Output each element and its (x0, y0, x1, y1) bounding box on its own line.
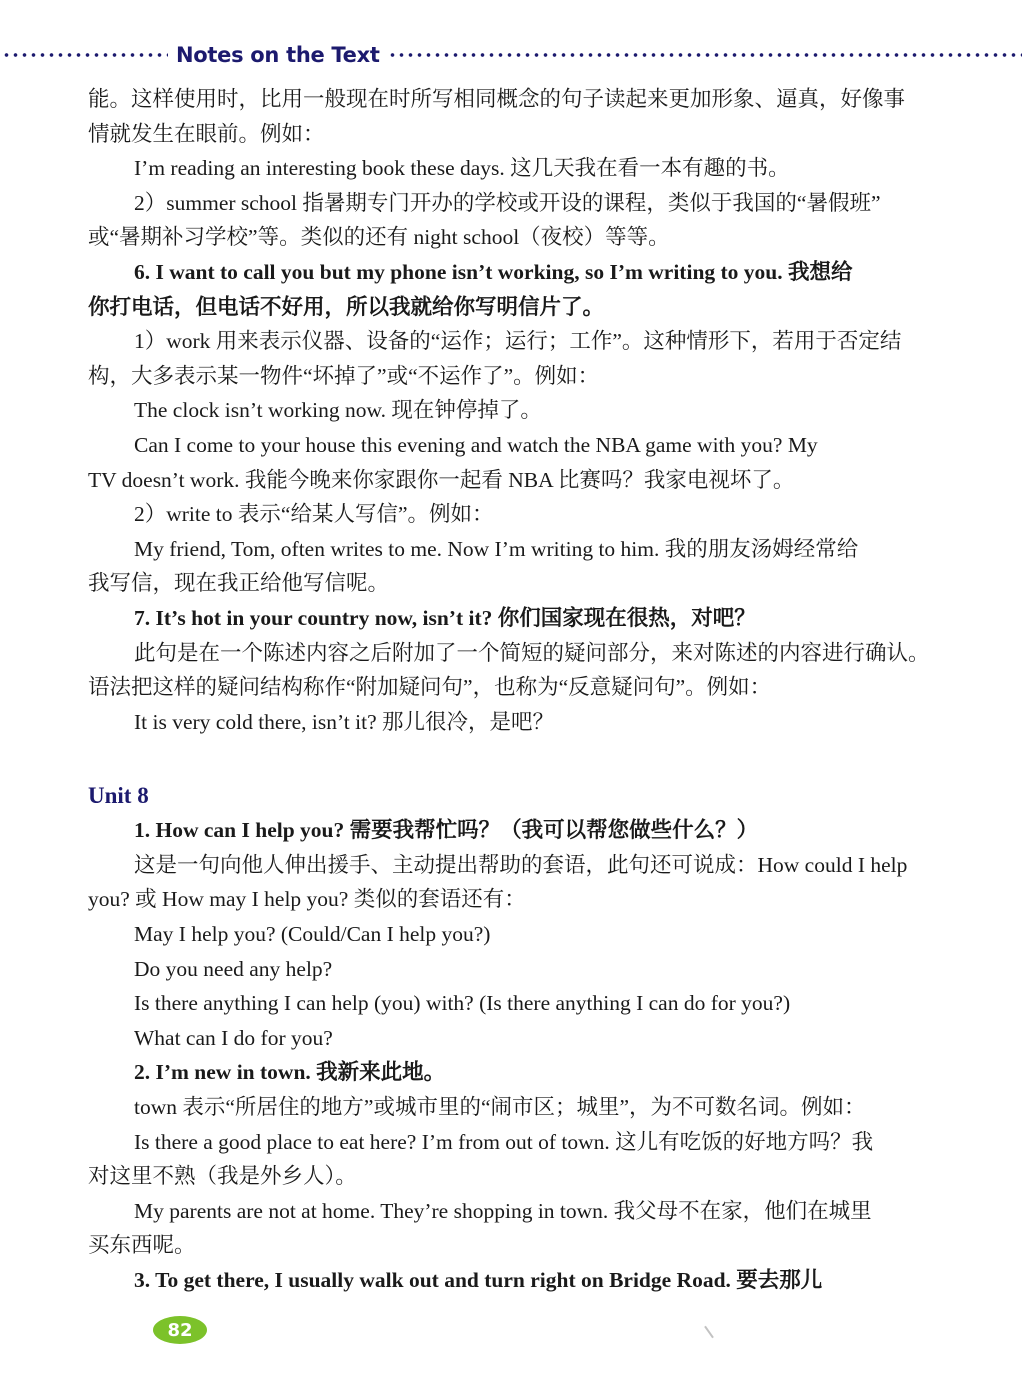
text-line: you? 或 How may I help you? 类似的套语还有： (88, 887, 526, 912)
example-sentence: Do you need any help? (134, 956, 333, 981)
text-line: 我写信，现在我正给他写信呢。 (88, 571, 390, 596)
text-line: TV doesn’t work. 我能今晚来你家跟你一起看 NBA 比赛吗？我家电视坏了。 (88, 467, 795, 492)
page-number-badge: 82 (153, 1316, 207, 1344)
scan-mark (704, 1326, 714, 1339)
text-line: 语法把这样的疑问结构称作“附加疑问句”，也称为“反意疑问句”。例如： (88, 675, 772, 700)
unit-heading: Unit 8 (88, 783, 149, 809)
example-sentence: My parents are not at home. They’re shopping in town. 我父母不在家，他们在城里 (134, 1198, 872, 1223)
header-title: Notes on the Text (176, 43, 380, 67)
text-line: 或“暑期补习学校”等。类似的还有 night school（夜校）等等。 (88, 225, 670, 250)
note-heading-1: 1. How can I help you? 需要我帮忙吗？（我可以帮您做些什么？） (134, 818, 759, 843)
example-sentence: Can I come to your house this evening and watch the NBA game with you? My (134, 432, 818, 457)
note-heading-6: 6. I want to call you but my phone isn’t working, so I’m writing to you. 我想给 (134, 259, 853, 284)
dotted-rule-right (388, 52, 1022, 58)
notes-unit8 (88, 813, 984, 1297)
page-content (88, 82, 984, 1298)
example-sentence: What can I do for you? (134, 1025, 333, 1050)
note-heading-2: 2. I’m new in town. 我新来此地。 (134, 1060, 446, 1085)
example-sentence: My friend, Tom, often writes to me. Now I’m writing to him. 我的朋友汤姆经常给 (134, 536, 859, 561)
section-header (0, 38, 1024, 72)
example-sentence: May I help you? (Could/Can I help you?) (134, 922, 491, 947)
text-line: 此句是在一个陈述内容之后附加了一个简短的疑问部分，来对陈述的内容进行确认。 (134, 640, 930, 665)
text-line: 对这里不熟（我是外乡人）。 (88, 1164, 357, 1189)
text-line: 构，大多表示某一物件“坏掉了”或“不运作了”。例如： (88, 363, 600, 388)
note-heading-6-cont: 你打电话，但电话不好用，所以我就给你写明信片了。 (88, 294, 605, 319)
note-heading-7: 7. It’s hot in your country now, isn’t it? 你们国家现在很热，对吧？ (134, 605, 756, 630)
example-sentence: The clock isn’t working now. 现在钟停掉了。 (134, 398, 542, 423)
text-line: 这是一句向他人伸出援手、主动提出帮助的套语，此句还可说成：How could I help (134, 852, 908, 877)
sub-note: 2）write to 表示“给某人写信”。例如： (134, 502, 494, 527)
example-sentence: Is there anything I can help (you) with? (Is there anything I can do for you?) (134, 991, 791, 1016)
dotted-rule-left (2, 52, 168, 58)
notes-unit7-continued (88, 82, 984, 739)
sub-note: 2）summer school 指暑期专门开办的学校或开设的课程，类似于我国的“暑假班” (134, 190, 881, 215)
text-line: 能。这样使用时，比用一般现在时所写相同概念的句子读起来更加形象、逼真，好像事 (88, 87, 906, 111)
text-line: town 表示“所居住的地方”或城市里的“闹市区；城里”，为不可数名词。例如： (134, 1095, 866, 1120)
sub-note: 1）work 用来表示仪器、设备的“运作；运行；工作”。这种情形下，若用于否定结 (134, 329, 902, 354)
text-line: 买东西呢。 (88, 1233, 196, 1258)
example-sentence: Is there a good place to eat here? I’m from out of town. 这儿有吃饭的好地方吗？我 (134, 1129, 874, 1154)
example-sentence: It is very cold there, isn’t it? 那儿很冷，是吧？ (134, 709, 554, 734)
example-sentence: I’m reading an interesting book these days. 这几天我在看一本有趣的书。 (134, 156, 790, 181)
text-line: 情就发生在眼前。例如： (88, 121, 325, 146)
note-heading-3: 3. To get there, I usually walk out and turn right on Bridge Road. 要去那儿 (134, 1268, 823, 1292)
